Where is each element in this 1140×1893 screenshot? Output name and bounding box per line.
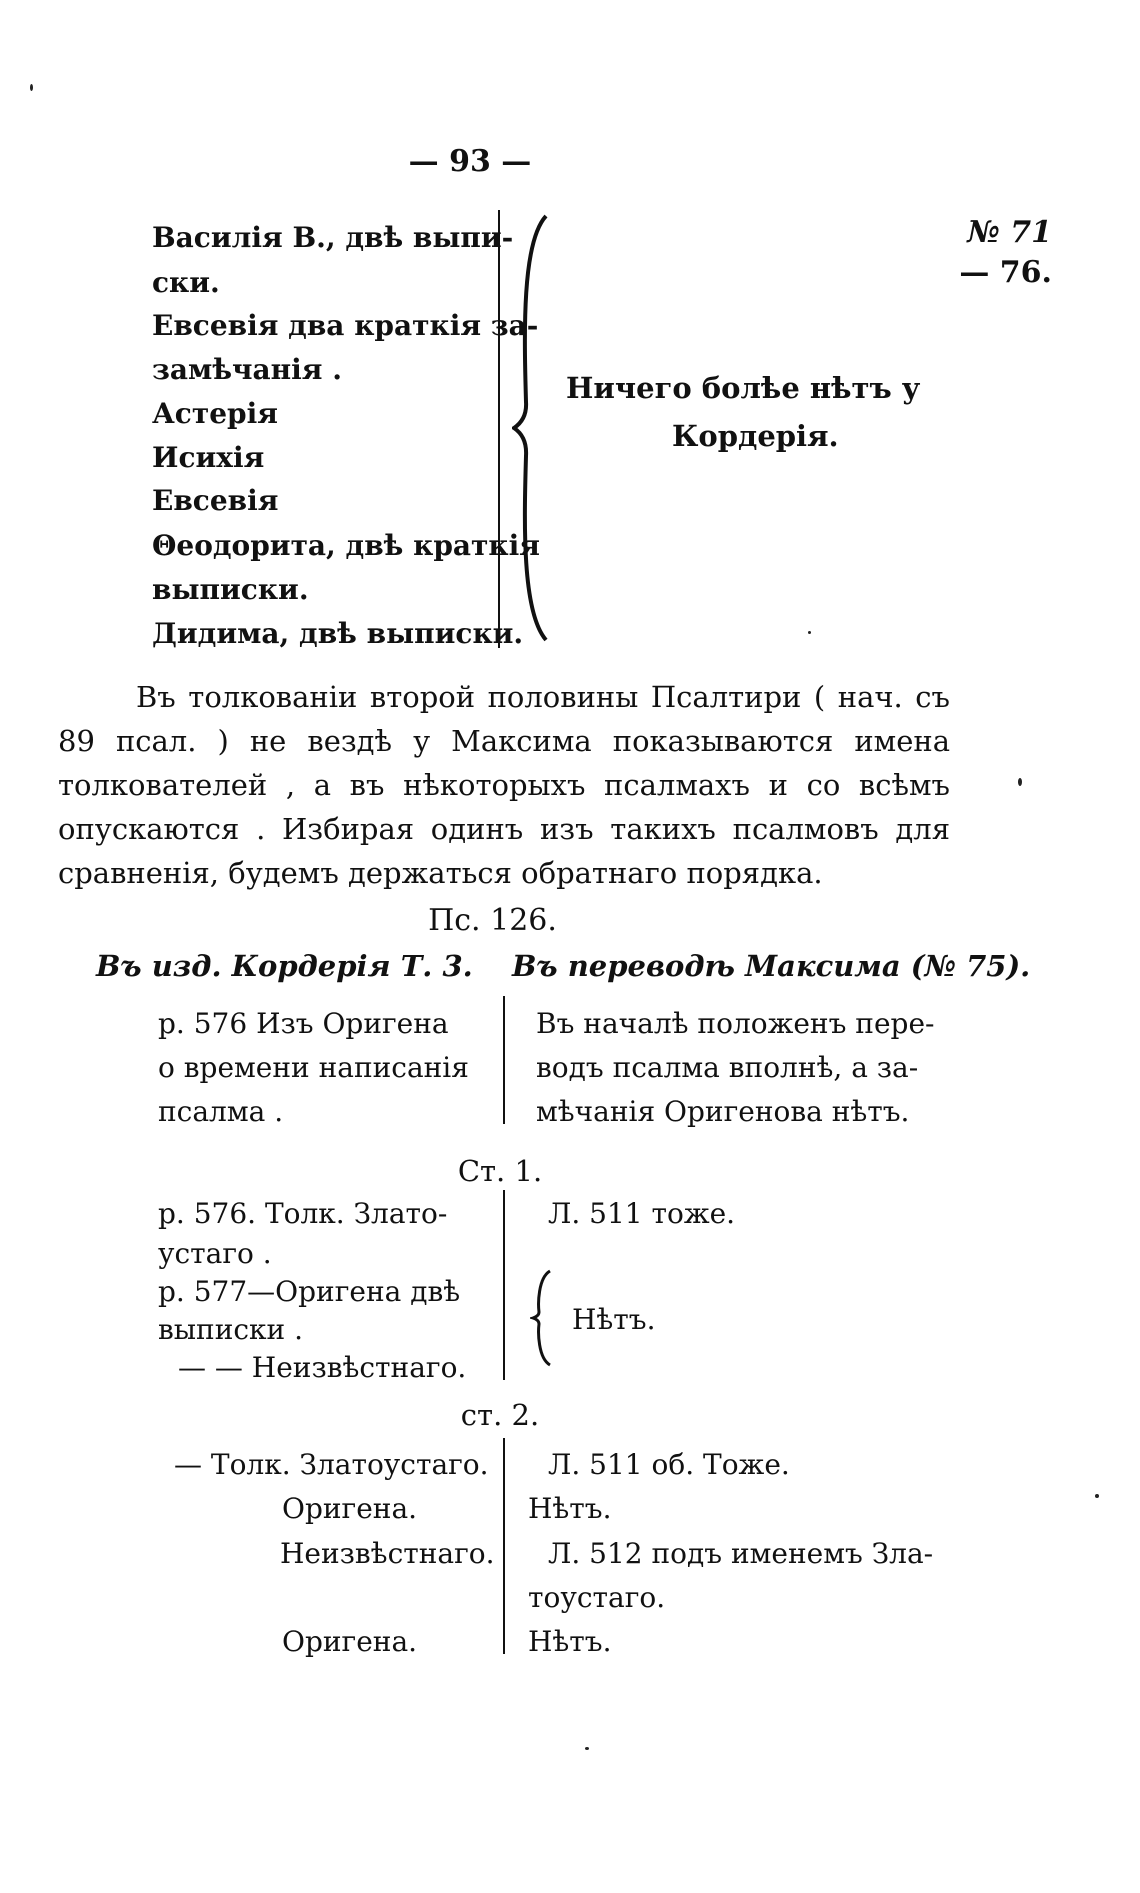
- page-number: — 93 —: [408, 144, 532, 179]
- list-line: ски.: [152, 266, 220, 299]
- block1-right-line: Въ началѣ положенъ пере-: [536, 1007, 935, 1040]
- paragraph-line: Въ толкованіи второй половины Псалтири ( нач. съ: [136, 680, 950, 714]
- verse2-right-line: Л. 512 подъ именемъ Зла-: [548, 1537, 934, 1570]
- list-line: Василія В., двѣ выпи-: [152, 221, 514, 254]
- verse1-label: Ст. 1.: [457, 1154, 543, 1188]
- verse1-right-line: Л. 511 тоже.: [548, 1197, 736, 1230]
- paragraph-line: опускаются . Избирая одинъ изъ такихъ псалмовъ для: [58, 812, 950, 846]
- verse2-left-line: — Толк. Златоустаго.: [174, 1448, 489, 1481]
- list-line: Евсевія: [152, 484, 279, 517]
- scan-speck: [30, 84, 33, 91]
- top-right-note-line1: Ничего болѣе нѣтъ у: [566, 371, 921, 405]
- verse2-left-line: Оригена.: [282, 1625, 418, 1658]
- verse2-right-line: Нѣтъ.: [528, 1492, 612, 1525]
- scan-speck: [1095, 1494, 1099, 1498]
- verse2-right-line: Л. 511 об. Тоже.: [548, 1448, 790, 1481]
- list-line: выписки.: [152, 573, 309, 606]
- list-line: Θеодорита, двѣ краткія: [152, 529, 540, 562]
- block1-right-line: мѣчанія Оригенова нѣтъ.: [536, 1095, 910, 1128]
- curly-brace-icon: [530, 1268, 554, 1368]
- top-divider: [498, 210, 500, 648]
- block1-left-line: псалма .: [158, 1095, 284, 1128]
- margin-note-range-end: — 76.: [959, 255, 1052, 290]
- list-line: Астерія: [152, 397, 278, 430]
- scan-speck: [808, 631, 811, 634]
- verse1-divider: [503, 1190, 505, 1380]
- psalm-heading: Пс. 126.: [428, 903, 557, 938]
- verse2-left-line: Оригена.: [282, 1492, 418, 1525]
- verse1-left-line: устаго .: [158, 1237, 272, 1270]
- verse1-right-brace-text: Нѣтъ.: [572, 1303, 656, 1336]
- body-paragraph: [58, 675, 950, 895]
- left-column-header: Въ изд. Кордерія Т. 3.: [96, 949, 473, 983]
- verse1-left-line: выписки .: [158, 1313, 304, 1346]
- scan-speck: [585, 1747, 589, 1750]
- verse2-left-line: Неизвѣстнаго.: [280, 1537, 495, 1570]
- curly-brace-icon: [512, 212, 552, 644]
- paragraph-line: 89 псал. ) не вездѣ у Максима показываются имена: [58, 724, 950, 758]
- right-column-header: Въ переводѣ Максима (№ 75).: [512, 949, 1031, 983]
- list-line: Евсевія два краткія за-: [152, 309, 539, 342]
- list-line: Исихія: [152, 441, 265, 474]
- scan-speck: [1018, 778, 1022, 786]
- top-right-note-line2: Кордерія.: [672, 419, 839, 453]
- paragraph-line: толкователей , а въ нѣкоторыхъ псалмахъ и со всѣмъ: [58, 768, 950, 802]
- block1-left-line: о времени написанія: [158, 1051, 469, 1084]
- verse2-label: ст. 2.: [460, 1398, 540, 1432]
- verse2-right-line: тоустаго.: [528, 1581, 666, 1614]
- block1-divider: [503, 996, 505, 1124]
- verse1-left-line: р. 576. Толк. Злато-: [158, 1197, 448, 1230]
- list-line: замѣчанія .: [152, 353, 342, 386]
- block1-left-line: р. 576 Изъ Оригена: [158, 1007, 449, 1040]
- verse2-right-line: Нѣтъ.: [528, 1625, 612, 1658]
- list-line: Дидима, двѣ выписки.: [152, 617, 524, 650]
- verse1-left-line: р. 577—Оригена двѣ: [158, 1275, 461, 1308]
- margin-note-range-start: № 71: [967, 215, 1052, 250]
- paragraph-line: сравненія, будемъ держаться обратнаго порядка.: [58, 856, 823, 890]
- verse1-left-line: — — Неизвѣстнаго.: [178, 1351, 467, 1384]
- verse2-divider: [503, 1438, 505, 1654]
- block1-right-line: водъ псалма вполнѣ, а за-: [536, 1051, 919, 1084]
